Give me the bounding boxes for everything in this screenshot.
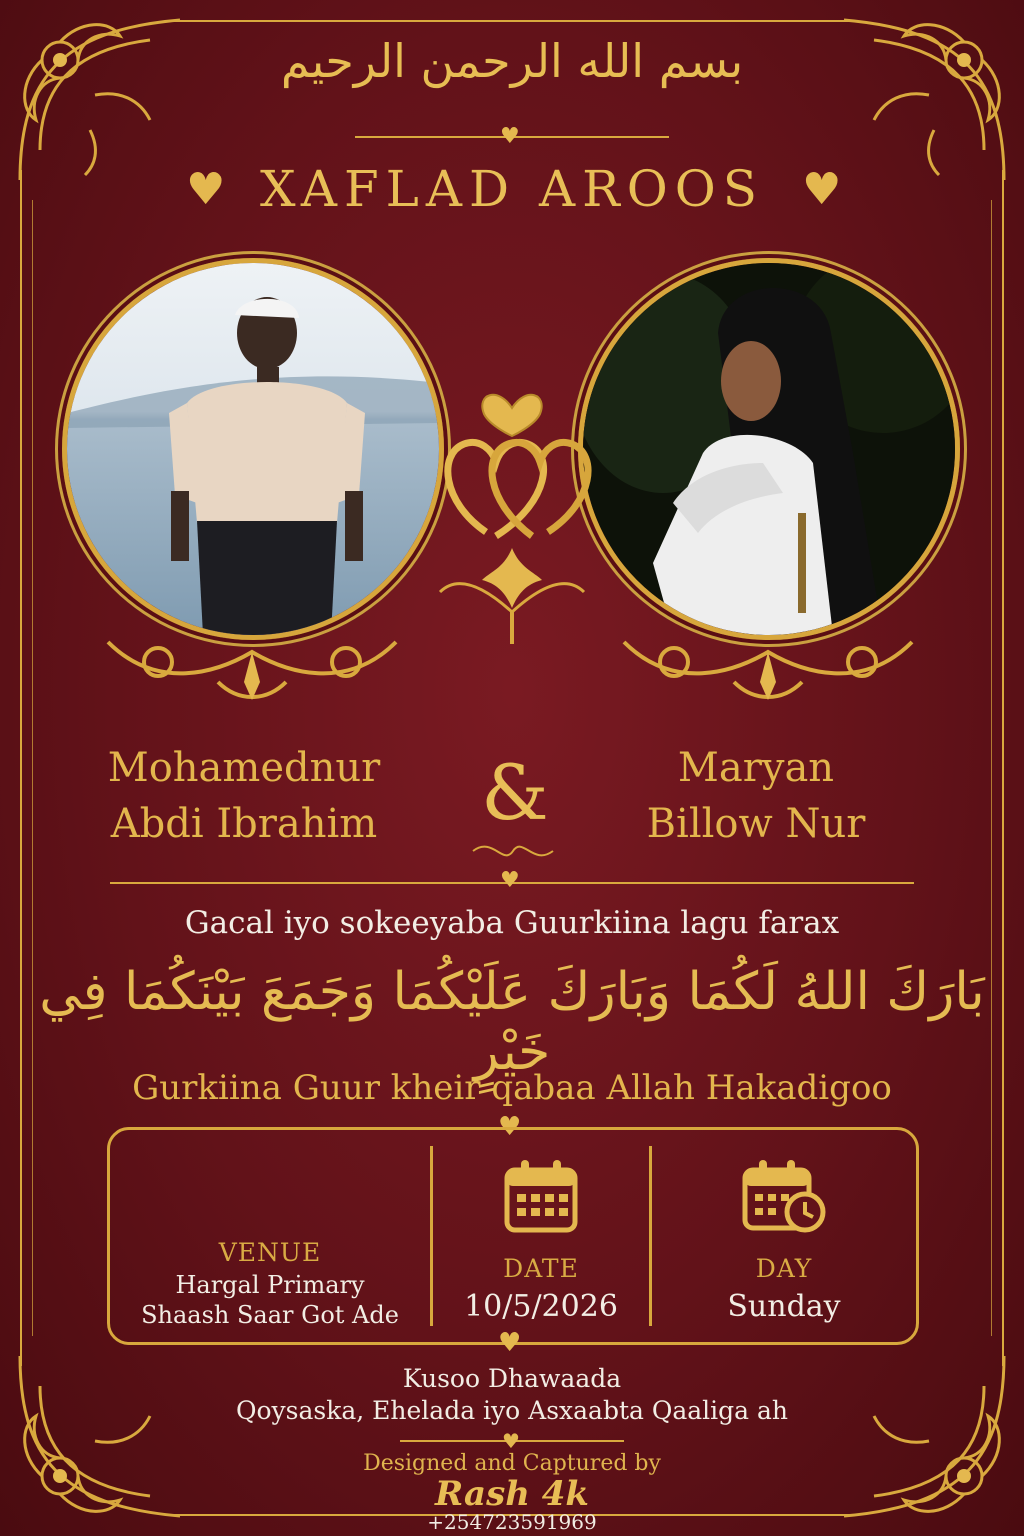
- groom-name: [64, 740, 424, 852]
- footer-heart-icon: ♥: [502, 1429, 520, 1453]
- box-bottom-heart-icon: ♥: [498, 1328, 522, 1358]
- ampersand-flourish: [468, 836, 558, 866]
- venue-label: VENUE: [218, 1238, 322, 1267]
- bride-name: [576, 740, 936, 852]
- venue-column: [110, 1130, 430, 1342]
- groom-last-name: Abdi Ibrahim: [110, 801, 378, 847]
- frame-right-inner-line: [991, 200, 992, 1336]
- date-column: [433, 1130, 649, 1342]
- title-left-heart-icon: ♥: [186, 164, 226, 215]
- bismillah-text: بسم الله الرحمن الرحيم: [280, 34, 744, 88]
- names-divider-heart-icon: ♥: [500, 868, 520, 893]
- credit-text: Designed and Captured by: [363, 1451, 661, 1476]
- ampersand: &: [481, 748, 549, 837]
- arabic-blessing-text: بَارَكَ اللهُ لَكُمَا وَبَارَكَ عَلَيْكُمَا وَجَمَعَ بَيْنَكُمَا فِي خَيْرٍ: [39, 962, 985, 1082]
- calendar-icon: [501, 1156, 581, 1236]
- event-details-box: [107, 1127, 919, 1345]
- phone-number: +254723591969: [427, 1510, 597, 1534]
- venue-line-2: Shaash Saar Got Ade: [141, 1301, 399, 1329]
- venue-line-1: Hargal Primary: [175, 1271, 365, 1299]
- blessing-translation: Gurkiina Guur kheir qabaa Allah Hakadigoo: [132, 1068, 892, 1108]
- box-top-heart-icon: ♥: [498, 1112, 522, 1142]
- bride-frame-ornament: [614, 612, 922, 704]
- guests-text: Qoysaska, Ehelada iyo Asxaabta Qaaliga ah: [235, 1396, 789, 1425]
- groom-frame-ornament: [98, 612, 406, 704]
- frame-right-line: [1002, 170, 1004, 1366]
- bride-first-name: Maryan: [677, 745, 835, 791]
- day-label: DAY: [755, 1254, 813, 1283]
- bride-photo: [578, 258, 960, 640]
- bride-last-name: Billow Nur: [646, 801, 866, 847]
- day-column: [652, 1130, 916, 1342]
- date-value: 10/5/2026: [464, 1289, 618, 1324]
- frame-left-inner-line: [32, 200, 33, 1336]
- title-right-heart-icon: ♥: [802, 164, 842, 215]
- frame-top-line: [170, 20, 854, 22]
- groom-photo: [62, 258, 444, 640]
- calendar-clock-icon: [739, 1156, 829, 1236]
- welcome-text: Kusoo Dhawaada: [402, 1364, 622, 1393]
- brand-signature: Rash 4k: [435, 1474, 589, 1514]
- tagline-text: Gacal iyo sokeeyaba Guurkiina lagu farax: [184, 905, 840, 941]
- page-title: XAFLAD AROOS: [260, 160, 764, 218]
- date-label: DATE: [503, 1254, 579, 1283]
- interlocked-hearts-icon: [420, 372, 604, 652]
- header-divider-heart-icon: ♥: [500, 124, 520, 149]
- day-value: Sunday: [727, 1289, 841, 1324]
- groom-first-name: Mohamednur: [107, 745, 381, 791]
- frame-left-line: [20, 170, 22, 1366]
